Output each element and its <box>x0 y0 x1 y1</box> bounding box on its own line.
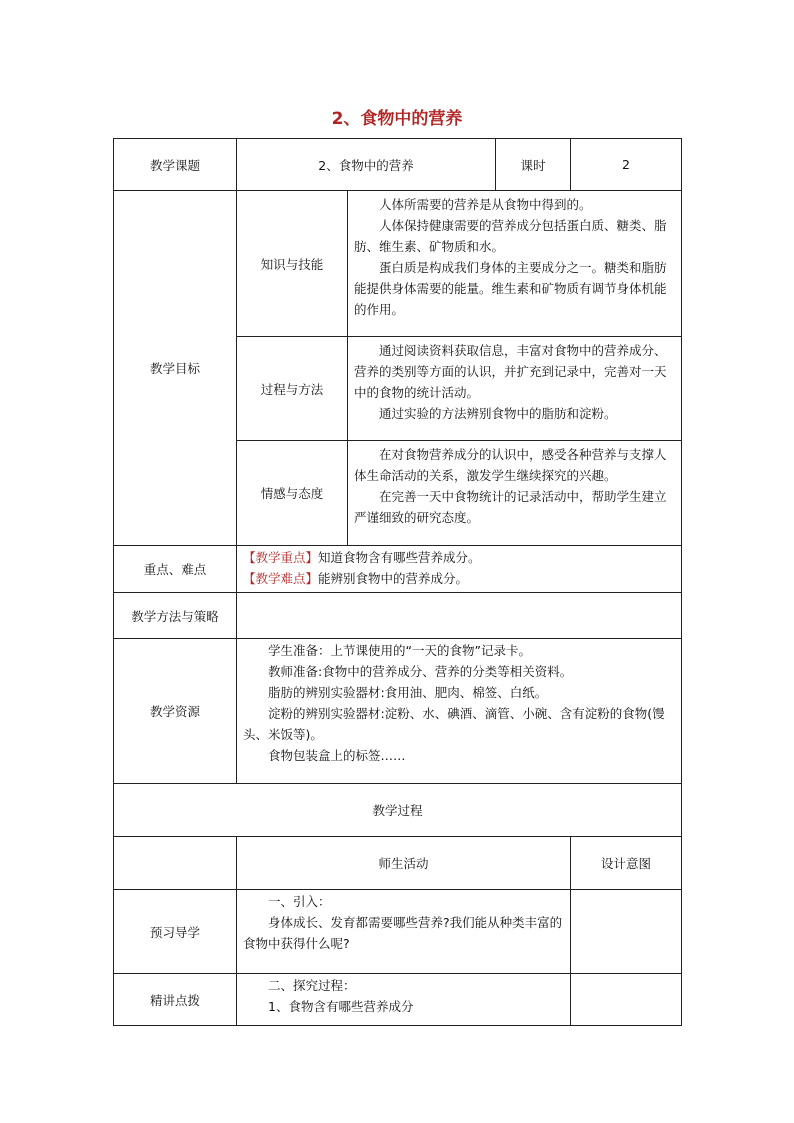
resources-paragraph: 食物包装盒上的标签…… <box>268 748 406 763</box>
resources-paragraph: 教师准备:食物中的营养成分、营养的分类等相关资料。 <box>268 664 573 679</box>
knowledge-paragraph: 人体保持健康需要的营养成分包括蛋白质、糖类、脂肪、维生素、矿物质和水。 <box>354 218 667 254</box>
subject-value: 2、食物中的营养 <box>237 139 496 191</box>
explain-design-cell <box>571 974 682 1026</box>
explain-label: 精讲点拨 <box>114 974 237 1026</box>
methods-label: 教学方法与策略 <box>114 593 237 639</box>
attitude-label: 情感与态度 <box>237 441 348 546</box>
knowledge-paragraph: 人体所需要的营养是从食物中得到的。 <box>379 197 592 212</box>
key-points-text <box>237 546 682 593</box>
focus-tag: 【教学重点】 <box>243 550 319 565</box>
process-heading-row <box>114 784 682 837</box>
process-method-text <box>348 337 682 441</box>
difficulty-text: 能辨别食物中的营养成分。 <box>318 571 469 586</box>
activity-column-header: 师生活动 <box>237 837 571 890</box>
explain-line: 1、食物含有哪些营养成分 <box>268 999 414 1014</box>
resources-paragraph: 学生准备：上节课使用的“一天的食物”记录卡。 <box>268 643 531 658</box>
difficulty-line <box>243 568 677 589</box>
resources-label: 教学资源 <box>114 639 237 784</box>
focus-text: 知道食物含有哪些营养成分。 <box>318 550 481 565</box>
preview-line: 一、引入： <box>268 894 331 909</box>
process-columns-row <box>114 837 682 890</box>
goals-label: 教学目标 <box>114 191 237 546</box>
focus-line <box>243 547 677 568</box>
process-paragraph: 通过实验的方法辨别食物中的脂肪和淀粉。 <box>379 406 617 421</box>
process-method-label: 过程与方法 <box>237 337 348 441</box>
process-heading: 教学过程 <box>114 784 682 837</box>
preview-line: 身体成长、发育都需要哪些营养?我们能从种类丰富的食物中获得什么呢? <box>243 915 563 951</box>
resources-row <box>114 639 682 784</box>
attitude-paragraph: 在完善一天中食物统计的记录活动中，帮助学生建立严谨细致的研究态度。 <box>354 489 667 525</box>
attitude-paragraph: 在对食物营养成分的认识中，感受各种营养与支撑人体生命活动的关系，激发学生继续探究的兴趣。 <box>354 447 667 483</box>
key-points-row <box>114 546 682 593</box>
preview-design-cell <box>571 890 682 974</box>
header-row <box>114 139 682 191</box>
lesson-plan-table <box>113 138 682 1026</box>
attitude-text <box>348 441 682 546</box>
explain-row <box>114 974 682 1026</box>
knowledge-label: 知识与技能 <box>237 191 348 337</box>
resources-paragraph: 脂肪的辨别实验器材:食用油、肥肉、棉签、白纸。 <box>268 685 548 700</box>
knowledge-paragraph: 蛋白质是构成我们身体的主要成分之一。糖类和脂肪能提供身体需要的能量。维生素和矿物质有调节身体机能的作用。 <box>354 260 667 317</box>
key-points-label: 重点、难点 <box>114 546 237 593</box>
hours-label: 课时 <box>496 139 571 191</box>
design-column-header: 设计意图 <box>571 837 682 890</box>
preview-row <box>114 890 682 974</box>
preview-text <box>237 890 571 974</box>
process-paragraph: 通过阅读资料获取信息，丰富对食物中的营养成分、营养的类别等方面的认识，并扩充到记录中，完善对一天中的食物的统计活动。 <box>354 343 667 400</box>
hours-value: 2 <box>571 139 682 191</box>
methods-row <box>114 593 682 639</box>
explain-text <box>237 974 571 1026</box>
methods-value <box>237 593 682 639</box>
process-blank-cell <box>114 837 237 890</box>
resources-paragraph: 淀粉的辨别实验器材:淀粉、水、碘酒、滴管、小碗、含有淀粉的食物(馒头、米饭等)。 <box>243 706 665 742</box>
document-title: 2、食物中的营养 <box>331 109 463 129</box>
subject-label: 教学课题 <box>114 139 237 191</box>
explain-line: 二、探究过程： <box>268 978 356 993</box>
resources-text <box>237 639 682 784</box>
goals-knowledge-row <box>114 191 682 337</box>
knowledge-text <box>348 191 682 337</box>
preview-label: 预习导学 <box>114 890 237 974</box>
difficulty-tag: 【教学难点】 <box>243 571 319 586</box>
